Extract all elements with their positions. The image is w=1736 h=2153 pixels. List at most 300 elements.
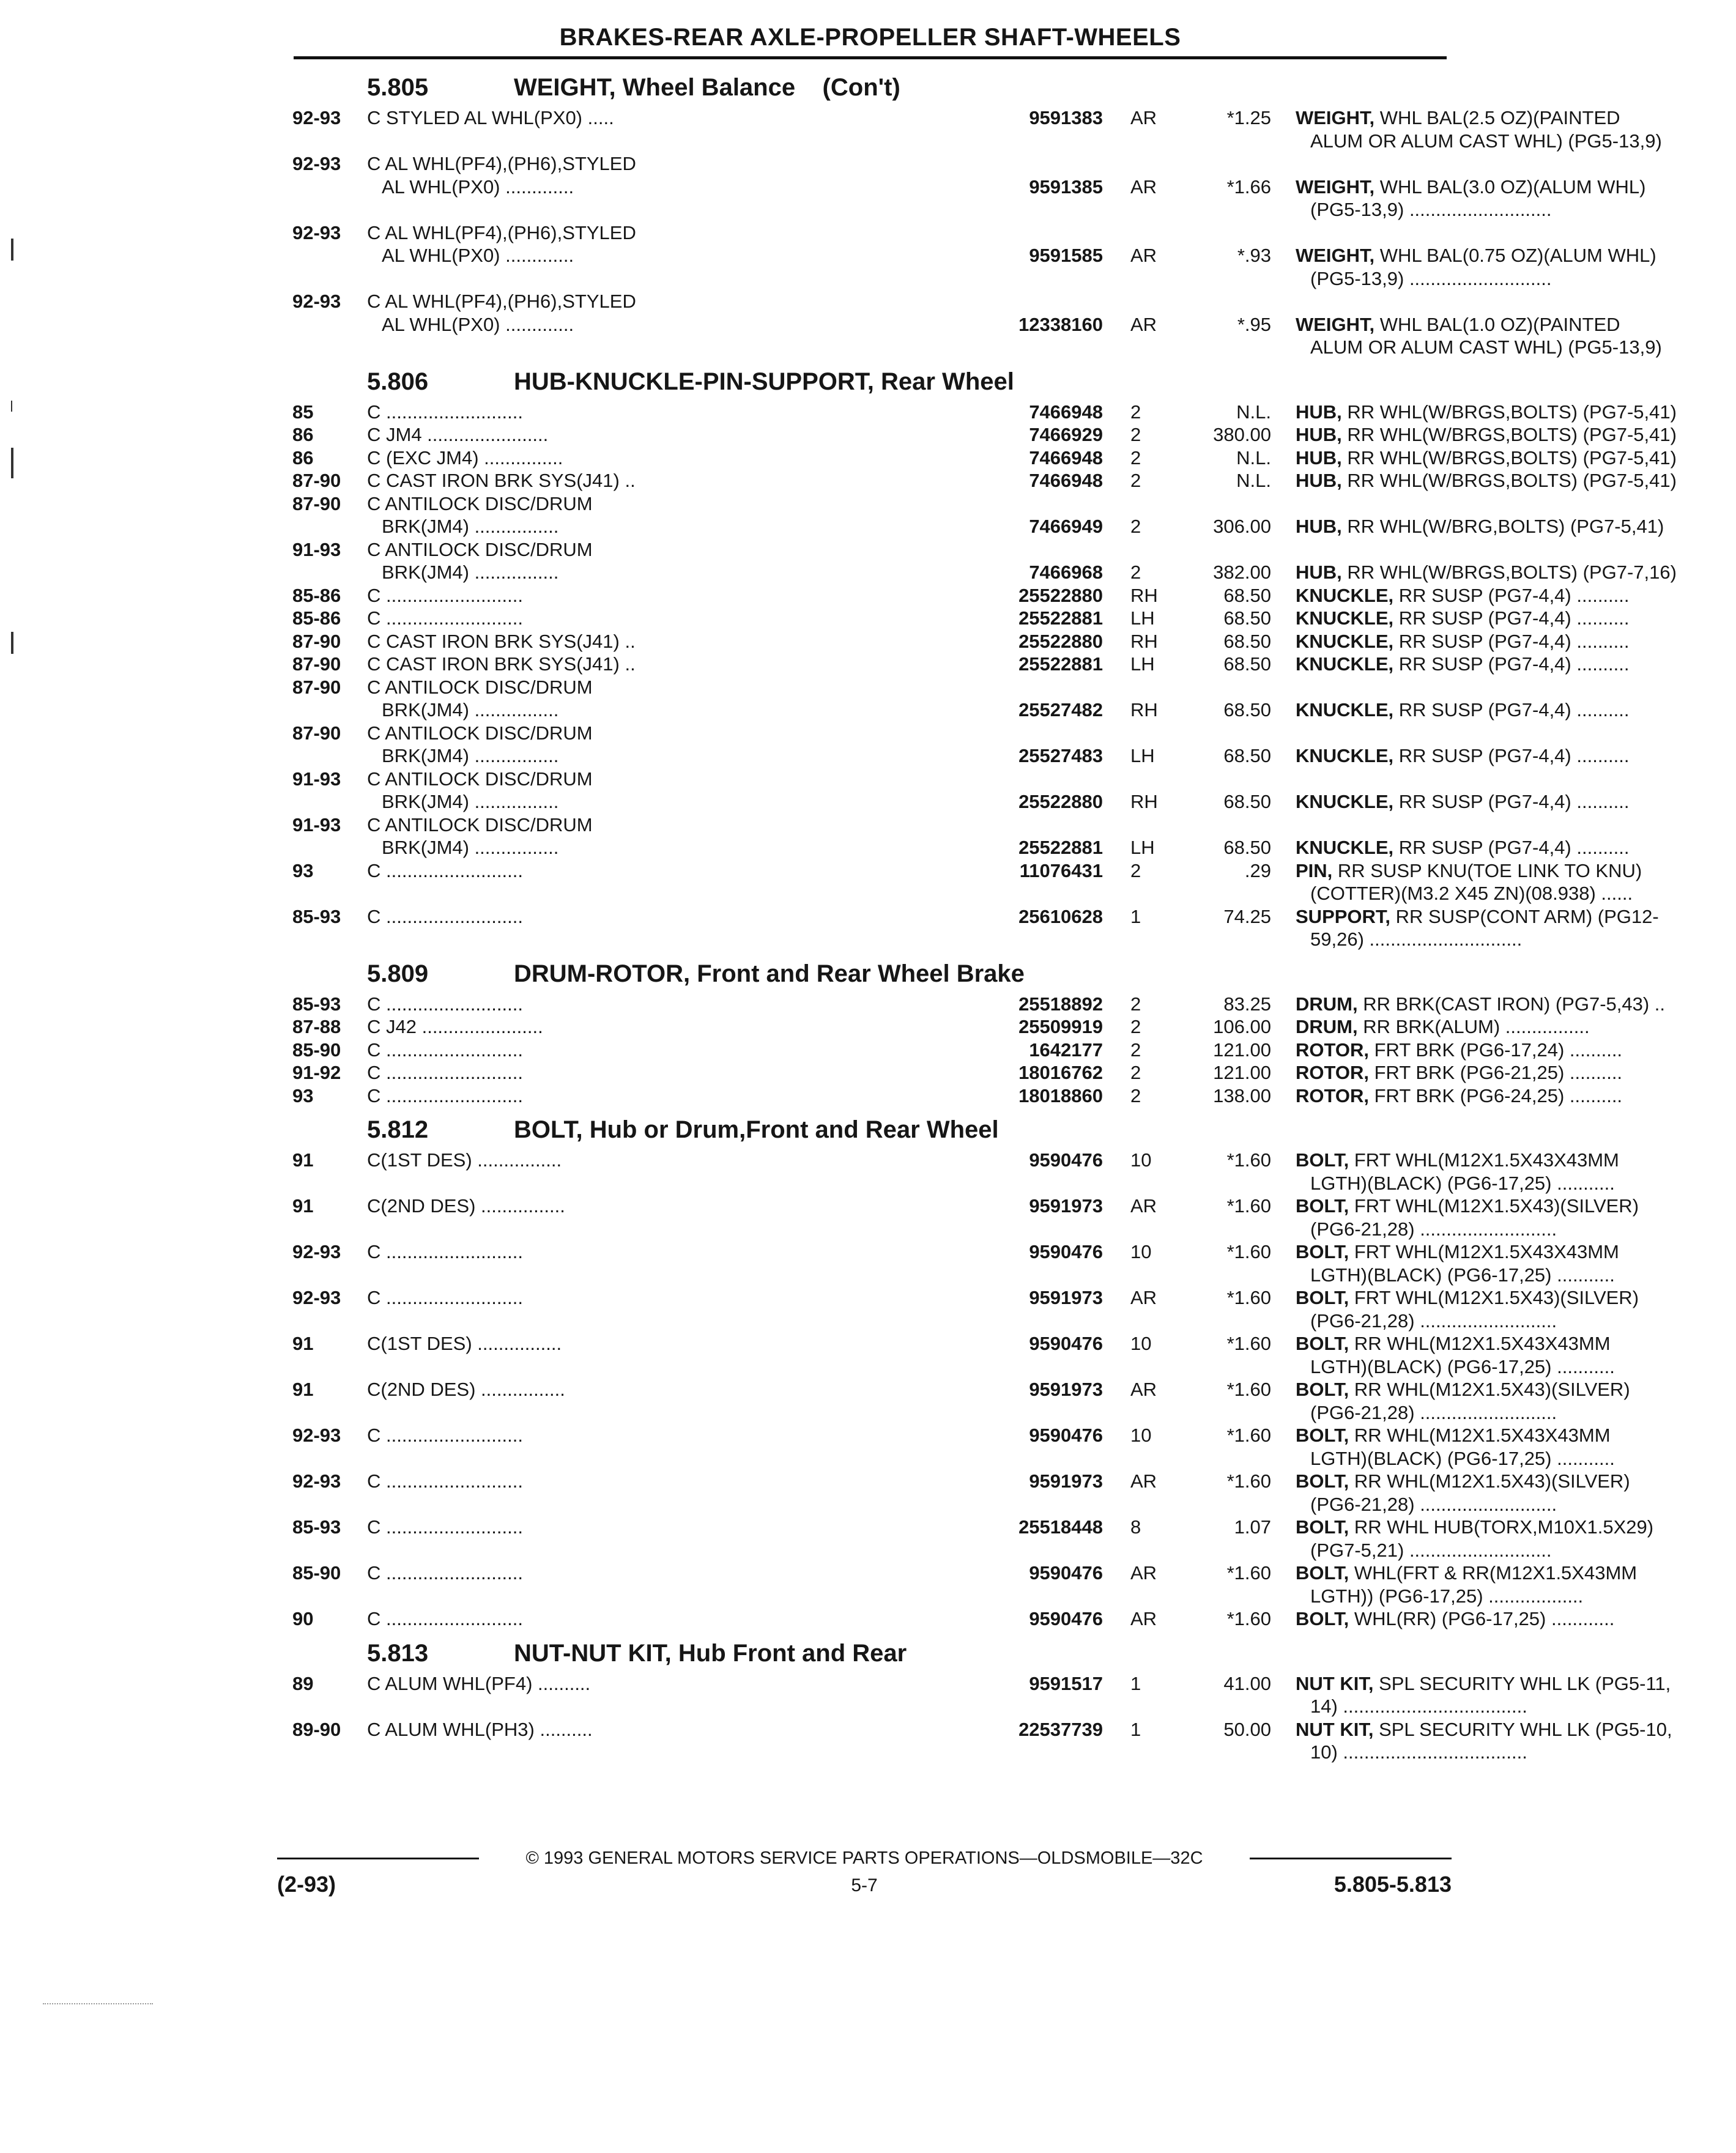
parts-row [292,676,1630,722]
part-number: 25518448 [1018,1516,1103,1538]
part-detail-continued: ALUM OR ALUM CAST WHL) (PG5-13,9) [1310,336,1662,358]
parts-row [292,653,1630,676]
application-line-1: C .......................... [367,401,523,423]
part-description [1296,836,1736,859]
quantity: RH [1130,791,1158,812]
part-number: 25527482 [1018,699,1103,721]
application-line-2: BRK(JM4) ................ [382,837,559,858]
model-years: 87-90 [292,653,341,675]
part-detail: RR BRK(CAST IRON) (PG7-5,43) .. [1363,993,1666,1015]
footer-copyright-line [277,1846,1452,1870]
margin-mark [11,401,12,412]
part-detail-continued: (PG5-13,9) ........................... [1310,267,1552,289]
model-years: 93 [292,1084,314,1106]
part-detail: RR WHL(M12X1.5X43)(SILVER) [1354,1379,1630,1400]
application-line-1: C AL WHL(PF4),(PH6),STYLED [367,291,636,312]
part-detail-continued: (PG6-21,28) .......................... [1310,1310,1557,1332]
parts-row [292,106,1662,152]
part-detail: RR WHL(M12X1.5X43X43MM [1354,1425,1611,1446]
part-number: 9591973 [1029,1470,1103,1492]
footer-rule-left [277,1858,479,1859]
part-description [1296,106,1736,152]
price: 83.25 [1223,993,1271,1015]
part-number: 9590476 [1029,1608,1103,1629]
application-description [367,1195,985,1218]
application-line-1: C(2ND DES) ................ [367,1195,565,1217]
application-line-1: C STYLED AL WHL(PX0) ..... [367,107,614,128]
application-line-1: C ANTILOCK DISC/DRUM [367,722,593,744]
application-line-1: C .......................... [367,1516,523,1538]
section-title: BOLT, Hub or Drum,Front and Rear Wheel [514,1116,999,1143]
quantity: AR [1130,1608,1157,1629]
application-line-1: C .......................... [367,905,523,927]
price: *1.60 [1226,1379,1271,1400]
part-detail: WHL BAL(1.0 OZ)(PAINTED [1379,313,1620,335]
section-heading [292,363,1455,401]
application-description [367,1084,985,1108]
quantity: 2 [1130,447,1141,469]
part-number: 25610628 [1018,905,1103,927]
part-number: 9590476 [1029,1241,1103,1262]
model-years: 90 [292,1608,314,1629]
parts-row [292,1332,1615,1378]
application-description [367,1516,985,1539]
part-number: 25518892 [1018,993,1103,1015]
model-years: 87-88 [292,1016,341,1037]
footer [277,1872,1452,1902]
part-description [1296,1562,1736,1607]
model-years: 87-90 [292,470,341,491]
part-name: SUPPORT, [1296,905,1391,927]
application-description [367,538,985,584]
part-detail-continued: (PG6-21,28) .......................... [1310,1493,1557,1515]
part-name: BOLT, [1296,1149,1349,1171]
quantity: RH [1130,584,1158,606]
quantity: AR [1130,107,1157,128]
parts-row [292,722,1630,768]
price: *1.60 [1226,1149,1271,1171]
price: 68.50 [1223,607,1271,629]
price: 68.50 [1223,630,1271,652]
part-number: 25522880 [1018,791,1103,812]
model-years: 87-90 [292,630,341,652]
part-number: 25527483 [1018,745,1103,766]
part-detail-continued: (PG6-21,28) .......................... [1310,1218,1557,1240]
part-detail: RR WHL(W/BRGS,BOLTS) (PG7-7,16) [1347,561,1677,583]
part-name: HUB, [1296,561,1342,583]
application-line-1: C(1ST DES) ................ [367,1333,562,1354]
application-line-2: AL WHL(PX0) ............. [382,313,574,335]
application-description [367,905,985,928]
footer-page-number: 5-7 [851,1875,878,1895]
parts-row [292,1607,1615,1631]
application-line-1: C CAST IRON BRK SYS(J41) .. [367,630,636,652]
part-name: WEIGHT, [1296,176,1375,198]
price: *1.60 [1226,1608,1271,1629]
parts-row [292,993,1666,1016]
stray-mark [43,2003,153,2004]
margin-mark [11,448,13,478]
section-title: WEIGHT, Wheel Balance (Con't) [514,74,900,101]
parts-row [292,1378,1630,1424]
part-number: 9591973 [1029,1195,1103,1217]
part-number: 7466949 [1029,516,1103,537]
part-number: 12338160 [1018,313,1103,335]
price: N.L. [1236,401,1271,423]
parts-row [292,1516,1654,1562]
part-description [1296,1149,1736,1195]
part-number: 7466968 [1029,561,1103,583]
part-description [1296,447,1736,470]
part-description [1296,1084,1736,1108]
part-name: WEIGHT, [1296,245,1375,266]
price: 68.50 [1223,699,1271,721]
price: 380.00 [1213,424,1271,445]
model-years: 92-93 [292,1470,341,1492]
parts-row [292,813,1630,859]
parts-row [292,1718,1672,1764]
application-line-1: C ALUM WHL(PH3) .......... [367,1718,593,1740]
application-description [367,722,985,768]
model-years: 91 [292,1333,314,1354]
part-name: BOLT, [1296,1241,1349,1262]
section-title: DRUM-ROTOR, Front and Rear Wheel Brake [514,960,1025,987]
part-detail: FRT WHL(M12X1.5X43)(SILVER) [1354,1195,1639,1217]
part-detail: RR SUSP (PG7-4,4) .......... [1398,745,1630,766]
part-name: HUB, [1296,424,1342,445]
part-detail-continued: 10) ................................... [1310,1741,1527,1763]
model-years: 87-90 [292,676,341,698]
part-description [1296,790,1736,813]
part-number: 9590476 [1029,1333,1103,1354]
parts-row [292,1240,1619,1286]
part-detail-continued: LGTH)) (PG6-17,25) .................. [1310,1585,1584,1607]
quantity: RH [1130,699,1158,721]
parts-row [292,584,1630,607]
footer-section-range: 5.805-5.813 [1334,1872,1452,1897]
part-name: HUB, [1296,401,1342,423]
part-description [1296,1015,1736,1039]
parts-row [292,1039,1623,1062]
application-line-1: C .......................... [367,993,523,1015]
part-description [1296,515,1736,538]
quantity: 1 [1130,1718,1141,1740]
model-years: 91 [292,1149,314,1171]
application-line-1: C .......................... [367,1562,523,1584]
part-name: KNUCKLE, [1296,607,1394,629]
model-years: 85-86 [292,584,341,606]
quantity: 10 [1130,1241,1152,1262]
part-number: 9590476 [1029,1425,1103,1446]
model-years: 85-93 [292,993,341,1015]
part-description [1296,1195,1736,1240]
part-detail: WHL BAL(3.0 OZ)(ALUM WHL) [1379,176,1646,198]
part-detail-continued: LGTH)(BLACK) (PG6-17,25) ........... [1310,1172,1615,1194]
application-description [367,106,985,130]
part-detail: RR SUSP KNU(TOE LINK TO KNU) [1337,859,1642,881]
quantity: 2 [1130,401,1141,423]
price: *1.60 [1226,1241,1271,1262]
price: 68.50 [1223,837,1271,858]
model-years: 85 [292,401,314,423]
application-description [367,584,985,607]
application-line-1: C .......................... [367,1241,523,1262]
parts-row [292,152,1646,221]
application-line-1: C(1ST DES) ................ [367,1149,562,1171]
model-years: 91-93 [292,538,341,560]
section-heading [292,69,1455,106]
part-description [1296,993,1736,1016]
application-line-1: C AL WHL(PF4),(PH6),STYLED [367,153,636,174]
quantity: 1 [1130,1672,1141,1694]
part-number: 25522881 [1018,607,1103,629]
parts-row [292,221,1656,291]
application-description [367,1470,985,1493]
model-years: 93 [292,859,314,881]
part-detail: RR WHL HUB(TORX,M10X1.5X29) [1354,1516,1654,1538]
application-description [367,653,985,676]
part-number: 11076431 [1019,859,1103,881]
application-line-1: C ANTILOCK DISC/DRUM [367,768,593,790]
model-years: 89 [292,1672,314,1694]
price: *1.60 [1226,1287,1271,1308]
application-description [367,401,985,424]
section-number: 5.809 [367,960,429,987]
parts-row [292,492,1664,538]
part-name: NUT KIT, [1296,1672,1374,1694]
part-number: 25509919 [1018,1016,1103,1037]
model-years: 86 [292,424,314,445]
price: *1.60 [1226,1425,1271,1446]
quantity: LH [1130,837,1155,858]
part-description [1296,1286,1736,1332]
quantity: AR [1130,1562,1157,1584]
application-line-1: C AL WHL(PF4),(PH6),STYLED [367,221,636,243]
part-description [1296,744,1736,768]
part-detail: FRT WHL(M12X1.5X43X43MM [1354,1149,1619,1171]
application-line-2: BRK(JM4) ................ [382,516,559,537]
part-name: BOLT, [1296,1470,1349,1492]
application-line-1: C CAST IRON BRK SYS(J41) .. [367,653,636,675]
parts-row [292,1149,1619,1195]
quantity: 10 [1130,1425,1152,1446]
price: 306.00 [1213,516,1271,537]
application-description [367,1424,985,1447]
price: 41.00 [1223,1672,1271,1694]
quantity: 1 [1130,905,1141,927]
part-number: 9590476 [1029,1149,1103,1171]
model-years: 89-90 [292,1718,341,1740]
part-detail: RR SUSP(CONT ARM) (PG12- [1395,905,1659,927]
part-detail: RR BRK(ALUM) ................ [1363,1016,1590,1037]
quantity: 8 [1130,1516,1141,1538]
part-number: 9591973 [1029,1379,1103,1400]
price: 1.07 [1234,1516,1271,1538]
quantity: 2 [1130,516,1141,537]
parts-row [292,768,1630,813]
part-description [1296,1672,1736,1718]
part-description [1296,653,1736,676]
margin-mark [11,632,13,654]
application-line-1: C .......................... [367,859,523,881]
quantity: LH [1130,607,1155,629]
application-description [367,1378,985,1401]
application-description [367,813,985,859]
section-number: 5.812 [367,1116,429,1143]
application-line-1: C .......................... [367,607,523,629]
quantity: 10 [1130,1149,1152,1171]
part-description [1296,313,1736,359]
part-detail-continued: (PG5-13,9) ........................... [1310,199,1552,220]
part-number: 25522881 [1018,653,1103,675]
part-name: DRUM, [1296,1016,1358,1037]
application-line-1: C JM4 ....................... [367,424,549,445]
quantity: AR [1130,1195,1157,1217]
application-description [367,630,985,653]
application-line-2: AL WHL(PX0) ............. [382,245,574,266]
parts-row [292,423,1677,447]
price: 138.00 [1213,1084,1271,1106]
section-title: NUT-NUT KIT, Hub Front and Rear [514,1639,907,1667]
part-number: 25522881 [1018,837,1103,858]
parts-row [292,905,1659,951]
part-name: PIN, [1296,859,1333,881]
application-description [367,221,985,267]
part-name: HUB, [1296,470,1342,491]
part-description [1296,469,1736,492]
part-name: HUB, [1296,447,1342,469]
part-detail: WHL(FRT & RR(M12X1.5X43MM [1354,1562,1638,1584]
part-detail: WHL(RR) (PG6-17,25) ............ [1354,1608,1615,1629]
application-description [367,676,985,722]
part-number: 18018860 [1018,1084,1103,1106]
part-name: NUT KIT, [1296,1718,1374,1740]
quantity: 2 [1130,1062,1141,1083]
quantity: 2 [1130,424,1141,445]
part-name: KNUCKLE, [1296,791,1394,812]
price: 68.50 [1223,653,1271,675]
part-detail-continued: LGTH)(BLACK) (PG6-17,25) ........... [1310,1264,1615,1286]
part-description [1296,176,1736,221]
part-detail: RR WHL(W/BRG,BOLTS) (PG7-5,41) [1347,516,1664,537]
model-years: 92-93 [292,221,341,243]
parts-row [292,630,1630,653]
model-years: 85-93 [292,1516,341,1538]
parts-row [292,1470,1630,1516]
section-heading [292,1634,1455,1672]
application-line-1: C .......................... [367,1470,523,1492]
part-name: KNUCKLE, [1296,584,1394,606]
price: *1.60 [1226,1195,1271,1217]
part-number: 25522880 [1018,630,1103,652]
parts-row [292,859,1642,905]
part-number: 25522880 [1018,584,1103,606]
price: *1.60 [1226,1562,1271,1584]
quantity: 2 [1130,993,1141,1015]
quantity: AR [1130,313,1157,335]
part-description [1296,859,1736,905]
model-years: 91-92 [292,1062,341,1083]
model-years: 85-90 [292,1039,341,1061]
parts-row [292,1195,1639,1240]
part-description [1296,401,1736,424]
part-detail: RR WHL(W/BRGS,BOLTS) (PG7-5,41) [1347,424,1677,445]
part-detail: RR SUSP (PG7-4,4) .......... [1398,791,1630,812]
price: *.93 [1237,245,1271,266]
part-number: 9591385 [1029,176,1103,198]
application-description [367,469,985,492]
parts-row [292,401,1677,424]
application-line-2: BRK(JM4) ................ [382,745,559,766]
part-name: BOLT, [1296,1516,1349,1538]
application-description [367,1149,985,1172]
application-description [367,492,985,538]
part-name: KNUCKLE, [1296,745,1394,766]
price: N.L. [1236,470,1271,491]
application-description [367,1718,985,1741]
part-name: ROTOR, [1296,1062,1369,1083]
part-detail: SPL SECURITY WHL LK (PG5-10, [1379,1718,1672,1740]
part-number: 9590476 [1029,1562,1103,1584]
application-description [367,290,985,336]
part-description [1296,1061,1736,1084]
application-description [367,152,985,198]
part-number: 1642177 [1029,1039,1103,1061]
application-line-1: C .......................... [367,584,523,606]
quantity: AR [1130,245,1157,266]
model-years: 92-93 [292,291,341,312]
application-description [367,1672,985,1695]
part-name: BOLT, [1296,1195,1349,1217]
part-detail: RR SUSP (PG7-4,4) .......... [1398,653,1630,675]
part-detail: RR SUSP (PG7-4,4) .......... [1398,699,1630,721]
part-name: BOLT, [1296,1608,1349,1629]
price: 382.00 [1213,561,1271,583]
application-line-1: C ALUM WHL(PF4) .......... [367,1672,591,1694]
part-name: BOLT, [1296,1379,1349,1400]
part-number: 22537739 [1018,1718,1103,1740]
part-number: 7466948 [1029,401,1103,423]
quantity: AR [1130,176,1157,198]
price: .29 [1244,859,1271,881]
parts-row [292,447,1677,470]
model-years: 91-93 [292,768,341,790]
part-name: BOLT, [1296,1333,1349,1354]
part-detail-continued: 59,26) ............................. [1310,928,1523,950]
part-detail-continued: (COTTER)(M3.2 X45 ZN)(08.938) ...... [1310,883,1633,904]
model-years: 92-93 [292,1287,341,1308]
price: *1.66 [1226,176,1271,198]
part-number: 7466929 [1029,424,1103,445]
part-detail: FRT BRK (PG6-24,25) .......... [1374,1084,1623,1106]
application-line-2: AL WHL(PX0) ............. [382,176,574,198]
price: *1.25 [1226,107,1271,128]
application-description [367,423,985,447]
application-line-1: C .......................... [367,1287,523,1308]
application-description [367,1562,985,1585]
application-line-1: C .......................... [367,1425,523,1446]
quantity: LH [1130,745,1155,766]
part-detail-continued: LGTH)(BLACK) (PG6-17,25) ........... [1310,1447,1615,1469]
price: 68.50 [1223,745,1271,766]
application-description [367,1286,985,1310]
application-description [367,1240,985,1264]
quantity: 2 [1130,1039,1141,1061]
part-description [1296,1718,1736,1764]
application-line-1: C .......................... [367,1062,523,1083]
model-years: 87-90 [292,722,341,744]
part-detail: WHL BAL(2.5 OZ)(PAINTED [1379,107,1620,128]
